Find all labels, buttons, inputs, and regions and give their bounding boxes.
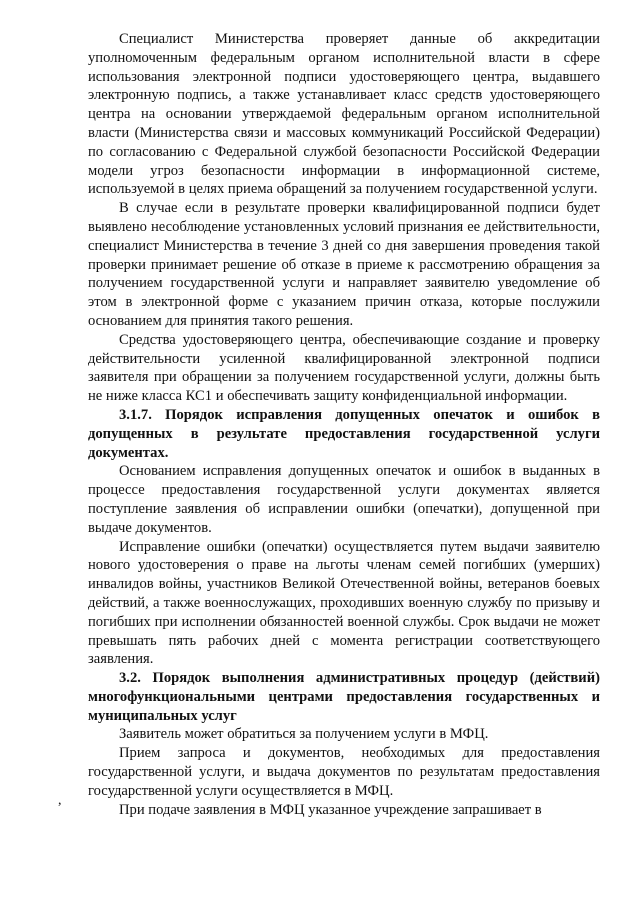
paragraph-accreditation-check: Специалист Министерства проверяет данные об аккредитации уполномоченным федеральным органом исполнительной власти в сфере использования электронной подписи удостоверяющего центра, выдавшего электронную подпись, а также устанавливает класс средств удостоверяющего центра на основании утверждаемой федеральным органом исполнительной власти (Министерства связи и массовых коммуникаций Российской Федерации) по согласованию с Федеральной службой безопасности Российской Федерации модели угроз безопасности информации в информационной системе, используемой в целях приема обращений за получением государственной услуги.: [88, 31, 600, 198]
paragraph-correction-procedure: Исправление ошибки (опечатки) осуществляется путем выдачи заявителю нового удостоверения о праве на льготы членам семей погибших (умерших) инвалидов войны, участников Великой Отечественной войны, ветеранов боевых действий, а также военнослужащих, проходивших военную службу по призыву и погибших при исполнении обязанностей военной службы. Срок выдачи не может превышать пять рабочих дней с момента регистрации соответствующего заявления.: [88, 538, 600, 668]
paragraph-mfc-apply: Заявитель может обратиться за получением услуги в МФЦ.: [119, 726, 489, 743]
paragraph-mfc-request: При подаче заявления в МФЦ указанное учреждение запрашивает в: [119, 801, 542, 818]
heading-3-1-7: 3.1.7. Порядок исправления допущенных опечаток и ошибок в допущенных в результате предоставления государственной услуги документах.: [88, 406, 600, 461]
stray-comma-mark: ,: [58, 793, 62, 808]
paragraph-mfc-reception: Прием запроса и документов, необходимых для предоставления государственной услуги, и выдача документов по результатам предоставления государственной услуги осуществляется в МФЦ.: [88, 745, 600, 799]
heading-3-2: 3.2. Порядок выполнения административных процедур (действий) многофункциональными центрами предоставления государственных и муниципальных услуг: [88, 670, 600, 724]
paragraph-certification-center-means: Средства удостоверяющего центра, обеспечивающие создание и проверку действительности усиленной квалифицированной электронной подписи заявителя при обращении за получением государственной услуги, должны быть не ниже класса КС1 и обеспечивать защиту конфиденциальной информации.: [88, 331, 600, 405]
document-page: [88, 30, 600, 819]
paragraph-signature-refusal: В случае если в результате проверки квалифицированной подписи будет выявлено несоблюдение установленных условий признания ее действительности, специалист Министерства в течение 3 дней со дня завершения проведения такой проверки принимает решение об отказе в приеме к рассмотрению обращения за получением государственной услуги и направляет заявителю уведомление об этом в электронной форме с указанием причин отказа, которые послужили основанием для принятия такого решения.: [88, 200, 600, 329]
paragraph-correction-basis: Основанием исправления допущенных опечаток и ошибок в выданных в процессе предоставления государственной услуги документах является поступление заявления об исправлении ошибки (опечатки), допущенной при выдаче документов.: [88, 463, 600, 536]
